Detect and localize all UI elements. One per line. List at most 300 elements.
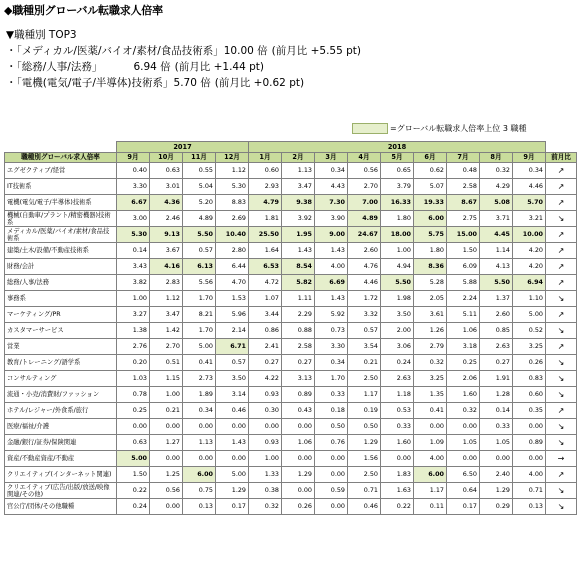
- ratio-cell: 4.76: [348, 259, 381, 275]
- table-row: [5, 179, 577, 195]
- ratio-cell: 0.50: [348, 419, 381, 435]
- ratio-cell: 3.27: [117, 307, 150, 323]
- top3-item-value: 10.00 倍: [223, 45, 268, 57]
- ratio-cell: 1.14: [480, 243, 513, 259]
- row-category: 機械(自動車/プラント/精密機器)技術系: [5, 211, 117, 227]
- ratio-cell: 15.00: [447, 227, 480, 243]
- ratio-cell: 3.21: [513, 211, 546, 227]
- month-header: 10月: [150, 153, 183, 163]
- ratio-cell: 0.59: [315, 483, 348, 499]
- ratio-cell: 2.63: [381, 371, 414, 387]
- ratio-cell: 7.00: [348, 195, 381, 211]
- ratio-cell: 4.79: [249, 195, 282, 211]
- ratio-cell: 10.40: [216, 227, 249, 243]
- ratio-cell: 1.00: [249, 451, 282, 467]
- ratio-cell: 8.54: [282, 259, 315, 275]
- ratio-cell: 0.26: [513, 355, 546, 371]
- ratio-cell: 1.07: [249, 291, 282, 307]
- month-header: 4月: [348, 153, 381, 163]
- ratio-cell: 1.81: [249, 211, 282, 227]
- ratio-cell: 0.25: [447, 355, 480, 371]
- ratio-cell: 1.50: [447, 243, 480, 259]
- ratio-cell: 2.93: [249, 179, 282, 195]
- ratio-cell: 4.29: [480, 179, 513, 195]
- ratio-cell: 8.83: [216, 195, 249, 211]
- table-row: [5, 163, 577, 179]
- ratio-cell: 0.33: [315, 387, 348, 403]
- ratio-cell: 0.00: [216, 451, 249, 467]
- ratio-cell: 5.88: [447, 275, 480, 291]
- ratio-cell: 1.06: [282, 435, 315, 451]
- month-header-row: [5, 153, 577, 163]
- ratio-cell: 0.53: [381, 403, 414, 419]
- month-header: 11月: [183, 153, 216, 163]
- ratio-cell: 0.17: [216, 499, 249, 515]
- ratio-cell: 0.00: [150, 419, 183, 435]
- ratio-cell: 0.57: [183, 243, 216, 259]
- ratio-cell: 0.71: [513, 483, 546, 499]
- trend-arrow-icon: ↘: [546, 371, 577, 387]
- ratio-cell: 24.67: [348, 227, 381, 243]
- ratio-cell: 8.21: [183, 307, 216, 323]
- ratio-cell: 2.24: [447, 291, 480, 307]
- row-category: 総務/人事/法務: [5, 275, 117, 291]
- row-category: 事務系: [5, 291, 117, 307]
- ratio-cell: 1.15: [150, 371, 183, 387]
- ratio-cell: 0.25: [117, 403, 150, 419]
- ratio-cell: 3.50: [216, 371, 249, 387]
- ratio-cell: 0.89: [513, 435, 546, 451]
- ratio-cell: 1.29: [282, 467, 315, 483]
- ratio-cell: 0.50: [315, 419, 348, 435]
- ratio-cell: 3.14: [216, 387, 249, 403]
- ratio-cell: 2.58: [447, 179, 480, 195]
- trend-arrow-icon: ↘: [546, 323, 577, 339]
- ratio-cell: 0.34: [315, 163, 348, 179]
- ratio-cell: 2.29: [282, 307, 315, 323]
- month-header: 7月: [447, 153, 480, 163]
- ratio-cell: 1.13: [282, 163, 315, 179]
- ratio-cell: 1.43: [315, 243, 348, 259]
- ratio-cell: 3.00: [117, 211, 150, 227]
- ratio-cell: 5.00: [183, 339, 216, 355]
- top3-section: [6, 27, 361, 91]
- ratio-cell: 1.37: [480, 291, 513, 307]
- ratio-cell: 2.79: [414, 339, 447, 355]
- ratio-cell: 0.00: [150, 451, 183, 467]
- legend-label: =グローバル転職求人倍率上位 3 職種: [390, 124, 527, 133]
- ratio-cell: 0.00: [414, 419, 447, 435]
- ratio-cell: 1.29: [348, 435, 381, 451]
- table-row: [5, 323, 577, 339]
- ratio-cell: 2.14: [216, 323, 249, 339]
- ratio-cell: 3.47: [150, 307, 183, 323]
- ratio-cell: 2.40: [480, 467, 513, 483]
- ratio-cell: 0.00: [150, 499, 183, 515]
- ratio-cell: 1.12: [216, 163, 249, 179]
- ratio-cell: 0.62: [414, 163, 447, 179]
- ratio-cell: 9.13: [150, 227, 183, 243]
- ratio-cell: 1.18: [381, 387, 414, 403]
- row-category: ホテル/レジャー/外食系/旅行: [5, 403, 117, 419]
- ratio-cell: 0.33: [381, 419, 414, 435]
- table-row: [5, 499, 577, 515]
- blank-corner: [5, 142, 117, 153]
- top3-heading: ▼職種別 TOP3: [6, 29, 77, 41]
- trend-arrow-icon: ↗: [546, 403, 577, 419]
- ratio-cell: 0.26: [282, 499, 315, 515]
- ratio-cell: 0.32: [249, 499, 282, 515]
- ratio-cell: 0.00: [513, 451, 546, 467]
- legend-swatch: [352, 123, 388, 134]
- month-header: 12月: [216, 153, 249, 163]
- ratio-cell: 6.00: [414, 467, 447, 483]
- ratio-cell: 1.70: [183, 291, 216, 307]
- ratio-cell: 0.34: [183, 403, 216, 419]
- trend-arrow-icon: ↘: [546, 435, 577, 451]
- ratio-cell: 0.46: [216, 403, 249, 419]
- ratio-cell: 2.60: [480, 307, 513, 323]
- row-category: 財務/会計: [5, 259, 117, 275]
- table-row: [5, 451, 577, 467]
- ratio-cell: 6.13: [183, 259, 216, 275]
- ratio-cell: 0.56: [348, 163, 381, 179]
- ratio-cell: 0.14: [480, 403, 513, 419]
- ratio-cell: 1.06: [447, 323, 480, 339]
- ratio-cell: 0.00: [282, 483, 315, 499]
- ratio-cell: 0.00: [183, 419, 216, 435]
- ratio-cell: 5.70: [513, 195, 546, 211]
- ratio-cell: 5.00: [216, 467, 249, 483]
- ratio-cell: 3.47: [282, 179, 315, 195]
- table-row: [5, 227, 577, 243]
- ratio-cell: 6.53: [249, 259, 282, 275]
- ratio-cell: 5.04: [183, 179, 216, 195]
- ratio-cell: 0.14: [117, 243, 150, 259]
- ratio-cell: 4.16: [150, 259, 183, 275]
- ratio-cell: 3.71: [480, 211, 513, 227]
- ratio-cell: 1.70: [315, 371, 348, 387]
- ratio-cell: 2.46: [150, 211, 183, 227]
- ratio-cell: 0.60: [513, 387, 546, 403]
- ratio-cell: 7.30: [315, 195, 348, 211]
- ratio-cell: 0.73: [315, 323, 348, 339]
- top3-item-change: (前月比 +0.62 pt): [214, 77, 305, 89]
- ratio-cell: 1.12: [150, 291, 183, 307]
- ratio-cell: 6.71: [216, 339, 249, 355]
- ratio-cell: 0.51: [150, 355, 183, 371]
- month-header: 2月: [282, 153, 315, 163]
- ratio-cell: 5.20: [183, 195, 216, 211]
- ratio-cell: 1.03: [117, 371, 150, 387]
- ratio-cell: 2.80: [216, 243, 249, 259]
- ratio-cell: 25.50: [249, 227, 282, 243]
- ratio-cell: 4.43: [315, 179, 348, 195]
- ratio-cell: 0.34: [513, 163, 546, 179]
- ratio-cell: 5.75: [414, 227, 447, 243]
- ratio-cell: 2.70: [348, 179, 381, 195]
- category-header: 職種別グローバル求人倍率: [5, 153, 117, 163]
- ratio-cell: 0.00: [249, 419, 282, 435]
- row-category: メディカル/医薬/バイオ/素材/食品技術系: [5, 227, 117, 243]
- ratio-cell: 5.00: [117, 451, 150, 467]
- ratio-cell: 0.41: [183, 355, 216, 371]
- row-category: 医療/福祉/介護: [5, 419, 117, 435]
- ratio-cell: 19.33: [414, 195, 447, 211]
- ratio-cell: 1.00: [381, 243, 414, 259]
- table-row: [5, 259, 577, 275]
- ratio-cell: 0.38: [249, 483, 282, 499]
- ratio-cell: 4.36: [150, 195, 183, 211]
- top3-item: [6, 59, 264, 75]
- ratio-cell: 2.76: [117, 339, 150, 355]
- ratio-cell: 0.83: [513, 371, 546, 387]
- ratio-cell: 2.50: [348, 371, 381, 387]
- row-category: コンサルティング: [5, 371, 117, 387]
- ratio-cell: 0.22: [117, 483, 150, 499]
- ratio-cell: 3.79: [381, 179, 414, 195]
- ratio-cell: 3.13: [282, 371, 315, 387]
- ratio-cell: 4.89: [183, 211, 216, 227]
- row-category: マーケティング/PR: [5, 307, 117, 323]
- ratio-cell: 1.64: [249, 243, 282, 259]
- row-category: クリエイティブ(広告/出版/放送/映像関連/その他): [5, 483, 117, 499]
- top3-item-label: ・「総務/人事/法務」: [6, 61, 103, 73]
- ratio-cell: 0.76: [315, 435, 348, 451]
- ratio-cell: 0.17: [447, 499, 480, 515]
- ratio-cell: 5.50: [480, 275, 513, 291]
- ratio-cell: 1.60: [447, 387, 480, 403]
- ratio-cell: 6.67: [117, 195, 150, 211]
- ratio-cell: 2.70: [150, 339, 183, 355]
- ratio-cell: 3.54: [348, 339, 381, 355]
- ratio-cell: 1.83: [381, 467, 414, 483]
- ratio-cell: 6.69: [315, 275, 348, 291]
- ratio-cell: 4.20: [513, 259, 546, 275]
- trend-arrow-icon: ↗: [546, 339, 577, 355]
- trend-arrow-icon: ↘: [546, 499, 577, 515]
- row-category: カスタマーサービス: [5, 323, 117, 339]
- trend-arrow-icon: ↘: [546, 291, 577, 307]
- ratio-cell: 0.00: [447, 419, 480, 435]
- ratio-cell: 1.10: [513, 291, 546, 307]
- ratio-cell: 1.50: [117, 467, 150, 483]
- row-category: クリエイティブ(インターネット関連): [5, 467, 117, 483]
- ratio-cell: 5.28: [414, 275, 447, 291]
- month-header: 1月: [249, 153, 282, 163]
- ratio-cell: 0.13: [513, 499, 546, 515]
- ratio-cell: 6.94: [513, 275, 546, 291]
- table-row: [5, 371, 577, 387]
- row-category: 営業: [5, 339, 117, 355]
- ratio-cell: 0.56: [150, 483, 183, 499]
- row-category: 官公庁/団体/その他職種: [5, 499, 117, 515]
- ratio-cell: 5.30: [117, 227, 150, 243]
- ratio-cell: 3.50: [381, 307, 414, 323]
- ratio-cell: 1.60: [381, 435, 414, 451]
- month-header: 9月: [117, 153, 150, 163]
- ratio-cell: 4.89: [348, 211, 381, 227]
- ratio-cell: 0.27: [480, 355, 513, 371]
- ratio-cell: 8.67: [447, 195, 480, 211]
- ratio-cell: 1.95: [282, 227, 315, 243]
- ratio-cell: 1.63: [381, 483, 414, 499]
- ratio-cell: 0.00: [315, 451, 348, 467]
- ratio-cell: 6.44: [216, 259, 249, 275]
- ratio-cell: 0.78: [117, 387, 150, 403]
- ratio-cell: 2.69: [216, 211, 249, 227]
- ratio-cell: 0.18: [315, 403, 348, 419]
- row-category: 資産/不動産資産/不動産: [5, 451, 117, 467]
- ratio-cell: 4.22: [249, 371, 282, 387]
- ratio-cell: 1.35: [414, 387, 447, 403]
- ratio-cell: 6.00: [414, 211, 447, 227]
- table-row: [5, 435, 577, 451]
- ratio-cell: 1.98: [381, 291, 414, 307]
- ratio-cell: 5.07: [414, 179, 447, 195]
- ratio-cell: 0.33: [480, 419, 513, 435]
- ratio-cell: 2.60: [348, 243, 381, 259]
- ratio-cell: 0.22: [381, 499, 414, 515]
- ratio-cell: 0.00: [183, 451, 216, 467]
- table-row: [5, 467, 577, 483]
- ratio-cell: 0.24: [117, 499, 150, 515]
- ratio-cell: 1.91: [480, 371, 513, 387]
- ratio-cell: 0.00: [282, 451, 315, 467]
- ratio-cell: 2.41: [249, 339, 282, 355]
- ratio-cell: 1.17: [348, 387, 381, 403]
- ratio-cell: 0.32: [480, 163, 513, 179]
- ratio-cell: 0.00: [117, 419, 150, 435]
- ratio-cell: 0.41: [414, 403, 447, 419]
- ratio-cell: 4.46: [348, 275, 381, 291]
- ratio-cell: 0.40: [117, 163, 150, 179]
- trend-arrow-icon: ↘: [546, 211, 577, 227]
- ratio-cell: 2.50: [348, 467, 381, 483]
- ratio-cell: 0.48: [447, 163, 480, 179]
- table-row: [5, 387, 577, 403]
- row-category: エグゼクティブ/経営: [5, 163, 117, 179]
- top3-item-label: ・「電機(電気/電子/半導体)技術系」: [6, 77, 174, 89]
- ratio-cell: 0.32: [414, 355, 447, 371]
- ratio-cell: 1.29: [480, 483, 513, 499]
- ratio-cell: 2.73: [183, 371, 216, 387]
- ratio-cell: 3.61: [414, 307, 447, 323]
- ratio-cell: 3.06: [381, 339, 414, 355]
- ratio-cell: 10.00: [513, 227, 546, 243]
- ratio-cell: 5.00: [513, 307, 546, 323]
- top3-item-change: (前月比 +5.55 pt): [271, 45, 361, 57]
- ratio-cell: 0.88: [282, 323, 315, 339]
- ratio-cell: 5.50: [381, 275, 414, 291]
- ratio-cell: 4.00: [414, 451, 447, 467]
- table-row: [5, 355, 577, 371]
- ratio-cell: 3.32: [348, 307, 381, 323]
- ratio-cell: 3.92: [282, 211, 315, 227]
- ratio-cell: 0.20: [117, 355, 150, 371]
- table-row: [5, 291, 577, 307]
- ratio-cell: 0.00: [381, 451, 414, 467]
- ratio-cell: 3.44: [249, 307, 282, 323]
- blank-corner: [546, 142, 577, 153]
- month-header: 6月: [414, 153, 447, 163]
- ratio-cell: 1.25: [150, 467, 183, 483]
- ratio-cell: 1.05: [447, 435, 480, 451]
- ratio-cell: 0.86: [249, 323, 282, 339]
- month-header: 8月: [480, 153, 513, 163]
- ratio-cell: 0.00: [216, 419, 249, 435]
- ratio-cell: 5.56: [183, 275, 216, 291]
- table-row: [5, 307, 577, 323]
- ratio-cell: 1.13: [183, 435, 216, 451]
- ratio-cell: 16.33: [381, 195, 414, 211]
- ratio-cell: 4.00: [315, 259, 348, 275]
- top3-item-label: ・「メディカル/医薬/バイオ/素材/食品技術系」: [6, 45, 224, 57]
- ratio-cell: 3.82: [117, 275, 150, 291]
- year-2017-header: 2017: [117, 142, 249, 153]
- top3-item-change: (前月比 +1.44 pt): [174, 61, 264, 73]
- ratio-cell: 2.58: [282, 339, 315, 355]
- row-category: 教育/トレーニング/語学系: [5, 355, 117, 371]
- ratio-cell: 3.67: [150, 243, 183, 259]
- ratio-cell: 9.00: [315, 227, 348, 243]
- ratio-cell: 4.00: [513, 467, 546, 483]
- ratio-cell: 0.00: [513, 419, 546, 435]
- ratio-cell: 0.00: [480, 451, 513, 467]
- top3-item: [6, 75, 305, 91]
- ratio-cell: 6.00: [183, 467, 216, 483]
- ratio-cell: 0.55: [183, 163, 216, 179]
- table-body: [5, 163, 577, 515]
- ratio-cell: 1.70: [183, 323, 216, 339]
- ratio-cell: 0.63: [117, 435, 150, 451]
- ratio-cell: 1.53: [216, 291, 249, 307]
- ratio-cell: 0.21: [348, 355, 381, 371]
- ratio-cell: 0.43: [282, 403, 315, 419]
- ratio-cell: 0.57: [216, 355, 249, 371]
- ratio-cell: 0.35: [513, 403, 546, 419]
- ratio-cell: 4.20: [513, 243, 546, 259]
- ratio-cell: 3.90: [315, 211, 348, 227]
- top3-item: [6, 43, 361, 59]
- ratio-cell: 5.82: [282, 275, 315, 291]
- trend-arrow-icon: ↘: [546, 483, 577, 499]
- ratio-cell: 3.01: [150, 179, 183, 195]
- ratio-cell: 4.72: [249, 275, 282, 291]
- legend: [352, 123, 526, 134]
- ratio-cell: 18.00: [381, 227, 414, 243]
- year-2018-header: 2018: [249, 142, 546, 153]
- ratio-cell: 0.11: [414, 499, 447, 515]
- trend-arrow-icon: ↗: [546, 259, 577, 275]
- ratio-cell: 1.38: [117, 323, 150, 339]
- ratio-cell: 3.25: [414, 371, 447, 387]
- ratio-cell: 1.33: [249, 467, 282, 483]
- trend-arrow-icon: ↗: [546, 163, 577, 179]
- ratio-cell: 0.64: [447, 483, 480, 499]
- ratio-cell: 1.72: [348, 291, 381, 307]
- ratio-cell: 2.06: [447, 371, 480, 387]
- ratio-cell: 0.30: [249, 403, 282, 419]
- table-row: [5, 195, 577, 211]
- ratio-cell: 0.63: [150, 163, 183, 179]
- trend-arrow-icon: ↗: [546, 467, 577, 483]
- ratio-cell: 1.17: [414, 483, 447, 499]
- trend-arrow-icon: ↗: [546, 227, 577, 243]
- row-category: 金融/銀行/証券/保険関連: [5, 435, 117, 451]
- trend-arrow-icon: ↘: [546, 419, 577, 435]
- ratio-cell: 1.43: [315, 291, 348, 307]
